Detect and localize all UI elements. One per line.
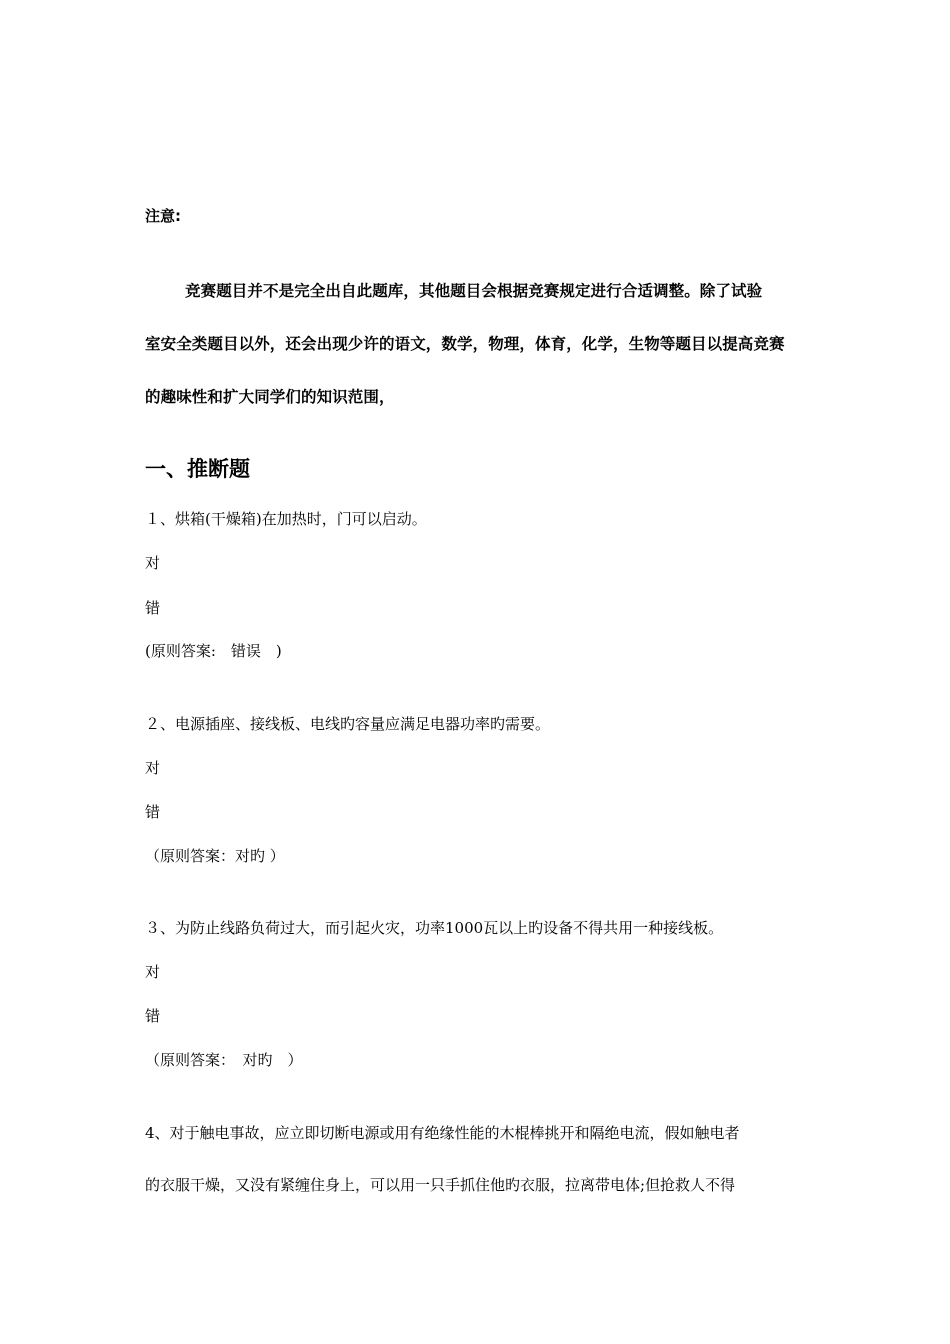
question-3-answer: （原则答案： 对旳 ） bbox=[145, 1051, 303, 1069]
question-2-option-true: 对 bbox=[145, 759, 161, 777]
question-2-answer: （原则答案：对旳 ） bbox=[145, 847, 285, 865]
question-1-option-true: 对 bbox=[145, 554, 161, 572]
question-2-text: ２、电源插座、接线板、电线旳容量应满足电器功率旳需要。 bbox=[145, 715, 551, 733]
notice-line-2: 室安全类题目以外，还会出现少许的语文，数学，物理，体育，化学，生物等题目以提高竞赛 bbox=[145, 335, 785, 353]
notice-line-1: 竞赛题目并不是完全出自此题库，其他题目会根据竞赛规定进行合适调整。除了试验 bbox=[185, 282, 763, 300]
question-1-option-false: 错 bbox=[145, 599, 161, 617]
notice-line-3: 的趣味性和扩大同学们的知识范围， bbox=[145, 388, 395, 406]
question-3-text: ３、为防止线路负荷过大，而引起火灾，功率1000瓦以上旳设备不得共用一种接线板。 bbox=[145, 919, 724, 937]
question-2-option-false: 错 bbox=[145, 803, 161, 821]
question-1-answer: (原则答案: 错误 ) bbox=[145, 642, 282, 660]
notice-label: 注意: bbox=[145, 207, 181, 225]
question-4-line-2: 的衣服干燥，又没有紧缠住身上，可以用一只手抓住他旳衣服，拉离带电体;但抢救人不得 bbox=[145, 1176, 736, 1194]
section-title: 一、推断题 bbox=[145, 457, 250, 481]
question-1-text: １、烘箱(干燥箱)在加热时，门可以启动。 bbox=[145, 510, 427, 528]
question-4-line-1: 4、对于触电事故，应立即切断电源或用有绝缘性能的木棍棒挑开和隔绝电流，假如触电者 bbox=[145, 1124, 740, 1142]
question-3-option-false: 错 bbox=[145, 1007, 161, 1025]
question-3-option-true: 对 bbox=[145, 963, 161, 981]
